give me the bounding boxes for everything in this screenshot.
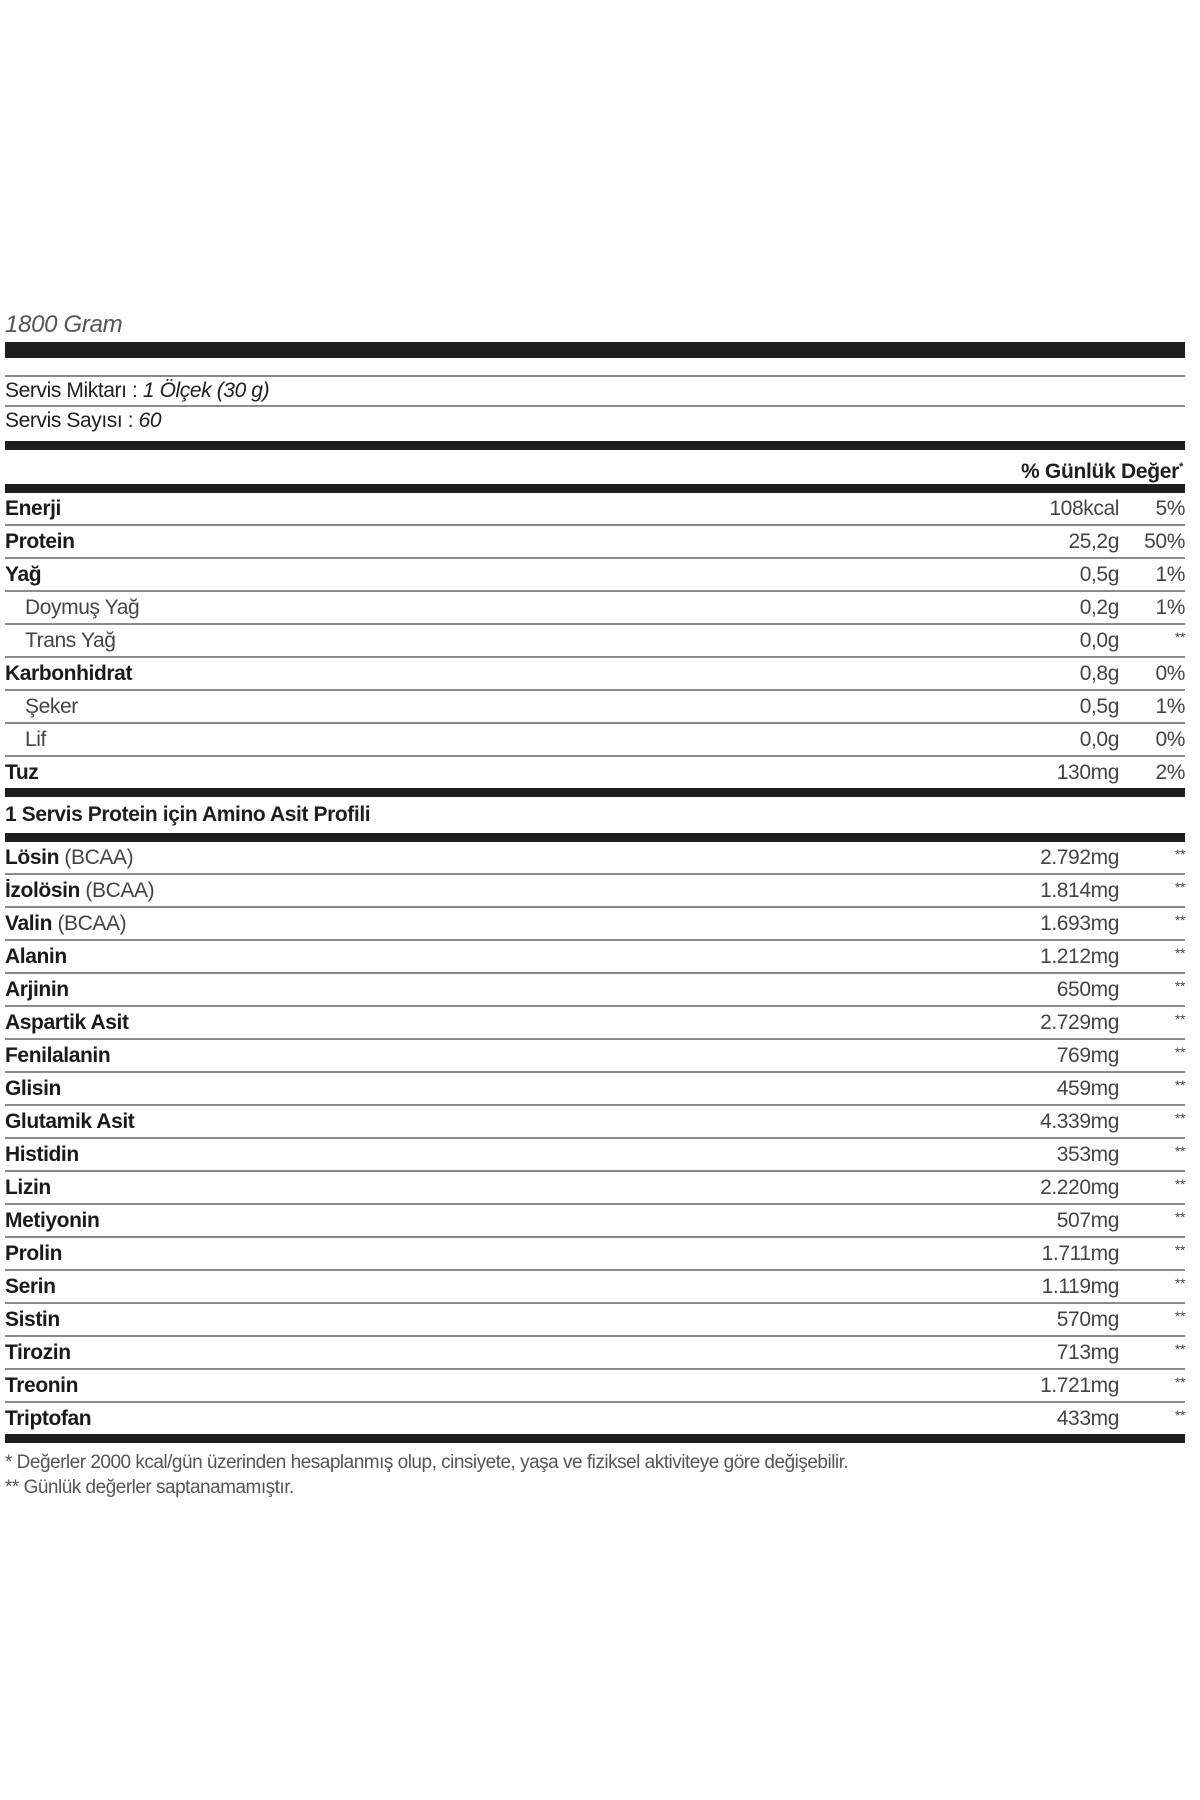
table-row <box>5 592 1185 625</box>
package-weight: 1800 Gram <box>5 311 123 338</box>
serving-size-label: Servis Miktarı : <box>5 379 143 402</box>
nutrient-amount: 1.212mg <box>1040 944 1119 968</box>
daily-value-percent: ** <box>1174 1176 1185 1192</box>
table-row <box>5 1106 1185 1139</box>
nutrient-name <box>5 1077 959 1101</box>
nutrient-name-text: Tuz <box>5 760 39 784</box>
nutrient-amount: 0,5g <box>1079 562 1119 586</box>
nutrient-name-text: Lösin <box>5 845 59 869</box>
nutrient-name-text: Arjinin <box>5 977 69 1001</box>
daily-value-percent: ** <box>1174 1275 1185 1291</box>
daily-value-percent: ** <box>1174 1209 1185 1225</box>
nutrient-name-text: Treonin <box>5 1373 79 1397</box>
table-row <box>5 724 1185 757</box>
nutrient-amount: 1.711mg <box>1041 1241 1119 1265</box>
nutrient-amount: 25,2g <box>1068 529 1119 553</box>
table-row <box>5 1205 1185 1238</box>
nutrient-name <box>5 1110 959 1134</box>
daily-value-percent: ** <box>1174 1374 1185 1390</box>
nutrient-name-text: İzolösin <box>5 878 80 902</box>
spacer <box>5 358 1185 375</box>
nutrient-name-text: Karbonhidrat <box>5 661 133 685</box>
servings-count-value: 60 <box>138 409 162 432</box>
nutrient-name <box>5 1374 959 1398</box>
table-row <box>5 625 1185 658</box>
table-row <box>5 1370 1185 1403</box>
nutrient-name-text: Histidin <box>5 1142 79 1166</box>
nutrient-amount: 0,5g <box>1079 694 1119 718</box>
nutrient-amount: 0,8g <box>1079 661 1119 685</box>
table-row <box>5 1139 1185 1172</box>
table-row <box>5 559 1185 592</box>
nutrient-amount: 1.693mg <box>1040 911 1119 935</box>
footnotes <box>5 1450 848 1500</box>
daily-value-percent: 2% <box>1155 760 1185 784</box>
nutrient-name-text: Metiyonin <box>5 1208 100 1232</box>
daily-value-percent: ** <box>1174 978 1185 994</box>
footnote-undetermined: ** Günlük değerler saptanamamıştır. <box>5 1477 294 1498</box>
daily-value-percent: ** <box>1174 1110 1185 1126</box>
table-row <box>5 1403 1185 1434</box>
nutrient-name <box>5 1407 959 1431</box>
table-row <box>5 1040 1185 1073</box>
nutrient-name <box>5 728 959 752</box>
table-row <box>5 842 1185 875</box>
amino-acid-table <box>5 842 1185 1434</box>
nutrient-amount: 1.814mg <box>1040 878 1119 902</box>
nutrient-name <box>5 563 959 587</box>
nutrient-name-text: Lif <box>25 727 46 751</box>
nutrient-amount: 0,2g <box>1079 595 1119 619</box>
nutrient-name <box>5 846 959 870</box>
nutrient-amount: 713mg <box>1056 1340 1119 1364</box>
daily-value-percent: ** <box>1174 1341 1185 1357</box>
nutrient-note: (BCAA) <box>79 878 155 902</box>
daily-value-percent: ** <box>1174 1242 1185 1258</box>
nutrient-name <box>5 530 959 554</box>
nutrient-name <box>5 1011 959 1035</box>
nutrient-name-text: Enerji <box>5 496 61 520</box>
nutrient-note: (BCAA) <box>52 911 127 935</box>
daily-value-percent: 1% <box>1155 562 1185 586</box>
nutrient-name <box>5 596 959 620</box>
nutrient-name-text: Trans Yağ <box>25 628 116 652</box>
table-row <box>5 691 1185 724</box>
table-row <box>5 493 1185 526</box>
daily-value-percent: ** <box>1174 1011 1185 1027</box>
nutrient-name-text: Alanin <box>5 944 67 968</box>
nutrient-name-text: Glisin <box>5 1076 61 1100</box>
daily-value-percent: ** <box>1174 1077 1185 1093</box>
amino-divider-bar <box>5 788 1185 797</box>
table-row <box>5 1271 1185 1304</box>
daily-value-header-mark: * <box>1179 461 1183 473</box>
nutrient-amount: 353mg <box>1056 1142 1119 1166</box>
nutrient-name-text: Protein <box>5 529 75 553</box>
nutrient-name <box>5 879 959 903</box>
table-row <box>5 757 1185 788</box>
nutrient-name <box>5 978 959 1002</box>
table-row <box>5 1337 1185 1370</box>
nutrient-name <box>5 1275 959 1299</box>
nutrient-amount: 108kcal <box>1049 496 1119 520</box>
nutrient-amount: 433mg <box>1056 1406 1119 1430</box>
daily-value-percent: ** <box>1174 846 1185 862</box>
nutrient-name <box>5 1308 959 1332</box>
daily-value-percent: ** <box>1174 1308 1185 1324</box>
nutrient-name-text: Serin <box>5 1274 56 1298</box>
bottom-divider-bar <box>5 1434 1185 1443</box>
nutrient-amount: 459mg <box>1056 1076 1119 1100</box>
nutrient-name-text: Glutamik Asit <box>5 1109 135 1133</box>
daily-value-header <box>5 450 1185 484</box>
nutrient-name <box>5 945 959 969</box>
nutrient-name-text: Sistin <box>5 1307 60 1331</box>
table-row <box>5 875 1185 908</box>
daily-value-percent: 0% <box>1155 661 1185 685</box>
daily-value-percent: ** <box>1174 1407 1185 1423</box>
nutrient-name <box>5 1143 959 1167</box>
daily-value-percent: ** <box>1174 629 1185 645</box>
nutrient-name-text: Tirozin <box>5 1340 71 1364</box>
footnote-daily-values: * Değerler 2000 kcal/gün üzerinden hesaplanmış olup, cinsiyete, yaşa ve fiziksel aktiviteye göre değişebilir. <box>5 1452 849 1473</box>
nutrient-amount: 0,0g <box>1079 727 1119 751</box>
nutrient-amount: 1.119mg <box>1041 1274 1119 1298</box>
daily-value-percent: ** <box>1174 1044 1185 1060</box>
nutrient-name-text: Aspartik Asit <box>5 1010 129 1034</box>
daily-value-percent: ** <box>1174 945 1185 961</box>
daily-value-percent: ** <box>1174 912 1185 928</box>
table-row <box>5 941 1185 974</box>
nutrient-name <box>5 1242 959 1266</box>
nutrient-name-text: Doymuş Yağ <box>25 595 140 619</box>
table-row <box>5 1304 1185 1337</box>
table-row <box>5 658 1185 691</box>
nutrient-name <box>5 1176 959 1200</box>
daily-value-percent: 0% <box>1155 727 1185 751</box>
nutrient-name-text: Yağ <box>5 562 42 586</box>
daily-value-percent: 50% <box>1144 529 1185 553</box>
table-row <box>5 1172 1185 1205</box>
amino-profile-title: 1 Servis Protein için Amino Asit Profili <box>5 803 371 826</box>
table-row <box>5 1238 1185 1271</box>
serving-divider-bar <box>5 441 1185 450</box>
nutrient-amount: 570mg <box>1056 1307 1119 1331</box>
serving-size-row <box>5 375 1185 405</box>
daily-value-percent: 1% <box>1155 595 1185 619</box>
daily-value-percent: ** <box>1174 879 1185 895</box>
table-row <box>5 908 1185 941</box>
nutrient-name-text: Fenilalanin <box>5 1043 111 1067</box>
nutrient-name-text: Şeker <box>25 694 78 718</box>
nutrient-amount: 650mg <box>1056 977 1119 1001</box>
table-row <box>5 526 1185 559</box>
nutrient-amount: 0,0g <box>1079 628 1119 652</box>
nutrient-amount: 507mg <box>1056 1208 1119 1232</box>
nutrient-amount: 2.220mg <box>1040 1175 1119 1199</box>
nutrition-facts-panel <box>5 308 1185 1443</box>
daily-value-header-text: % Günlük Değer <box>1021 460 1180 483</box>
nutrition-table <box>5 493 1185 788</box>
nutrient-name <box>5 497 959 521</box>
daily-value-percent: ** <box>1174 1143 1185 1159</box>
table-row <box>5 1073 1185 1106</box>
serving-size-value: 1 Ölçek (30 g) <box>142 379 270 402</box>
servings-count-label: Servis Sayısı : <box>5 409 139 432</box>
nutrient-name <box>5 1341 959 1365</box>
nutrient-name <box>5 1044 959 1068</box>
nutrient-name <box>5 912 959 936</box>
nutrient-name-text: Lizin <box>5 1175 51 1199</box>
servings-count-row <box>5 405 1185 435</box>
nutrient-name-text: Prolin <box>5 1241 63 1265</box>
nutrient-amount: 130mg <box>1056 760 1119 784</box>
nutrient-name-text: Triptofan <box>5 1406 92 1430</box>
nutrient-name-text: Valin <box>5 911 53 935</box>
nutrient-amount: 4.339mg <box>1040 1109 1119 1133</box>
nutrient-name <box>5 761 959 785</box>
nutrient-name <box>5 662 959 686</box>
nutrition-divider-bar <box>5 484 1185 493</box>
nutrient-name <box>5 1209 959 1233</box>
nutrient-amount: 769mg <box>1056 1043 1119 1067</box>
nutrient-name <box>5 695 959 719</box>
table-row <box>5 974 1185 1007</box>
table-row <box>5 1007 1185 1040</box>
nutrient-amount: 2.792mg <box>1040 845 1119 869</box>
nutrient-amount: 2.729mg <box>1040 1010 1119 1034</box>
amino-header-divider-bar <box>5 833 1185 842</box>
nutrient-name <box>5 629 959 653</box>
daily-value-percent: 5% <box>1155 496 1185 520</box>
daily-value-percent: 1% <box>1155 694 1185 718</box>
nutrient-amount: 1.721mg <box>1040 1373 1119 1397</box>
top-divider-bar <box>5 342 1185 358</box>
nutrient-note: (BCAA) <box>59 845 134 869</box>
